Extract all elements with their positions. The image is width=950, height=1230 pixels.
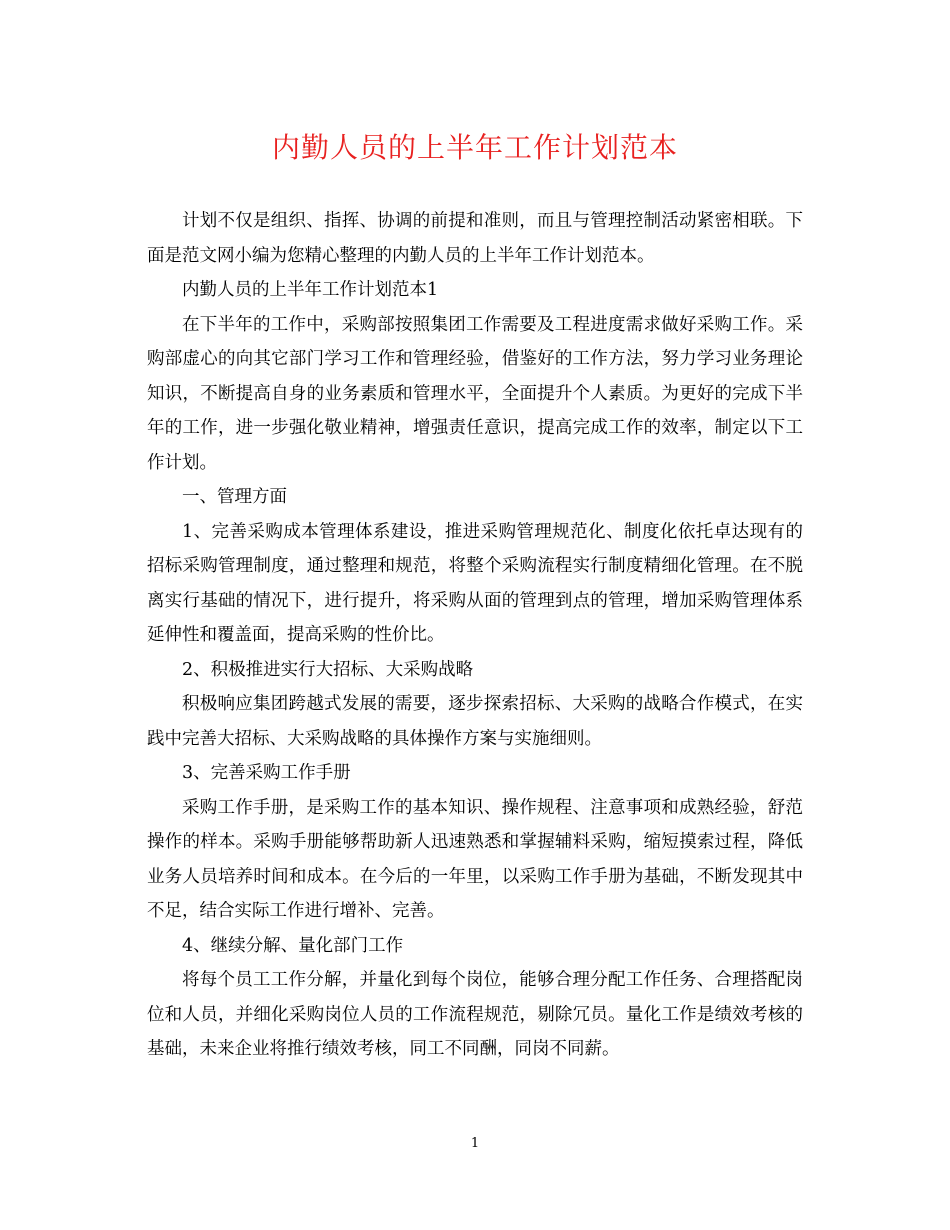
body-paragraph: 在下半年的工作中，采购部按照集团工作需要及工程进度需求做好采购工作。采购部虚心的向其它部门学习工作和管理经验，借鉴好的工作方法，努力学习业务理论知识，不断提高自身的业务素质和管理水平，全面提升个人素质。为更好的完成下半年的工作，进一步强化敬业精神，增强责任意识，提高完成工作的效率，制定以下工作计划。	[147, 314, 803, 473]
body-paragraph: 1、完善采购成本管理体系建设，推进采购管理规范化、制度化依托卓达现有的招标采购管理制度，通过整理和规范，将整个采购流程实行制度精细化管理。在不脱离实行基础的情况下，进行提升，将采购从面的管理到点的管理，增加采购管理体系延伸性和覆盖面，提高采购的性价比。	[147, 521, 803, 645]
section-heading: 内勤人员的上半年工作计划范本1	[182, 280, 439, 300]
section-heading: 一、管理方面	[182, 487, 287, 507]
item-heading: 3、完善采购工作手册	[182, 763, 351, 783]
item-heading: 2、积极推进实行大招标、大采购战略	[182, 659, 474, 680]
body-paragraph: 采购工作手册，是采购工作的基本知识、操作规程、注意事项和成熟经验，舒范操作的样本。采购手册能够帮助新人迅速熟悉和掌握辅料采购，缩短摸索过程，降低业务人员培养时间和成本。在今后的一年里，以采购工作手册为基础，不断发现其中不足，结合实际工作进行增补、完善。	[147, 797, 803, 921]
document-body	[147, 204, 803, 1067]
document-title: 内勤人员的上半年工作计划范本	[271, 131, 678, 164]
body-paragraph: 积极响应集团跨越式发展的需要，逐步探索招标、大采购的战略合作模式，在实践中完善大招标、大采购战略的具体操作方案与实施细则。	[147, 694, 803, 749]
intro-paragraph: 计划不仅是组织、指挥、协调的前提和准则，而且与管理控制活动紧密相联。下面是范文网小编为您精心整理的内勤人员的上半年工作计划范本。	[147, 211, 803, 266]
item-heading: 4、继续分解、量化部门工作	[182, 935, 404, 956]
page-number: 1	[470, 1136, 480, 1151]
body-paragraph: 将每个员工工作分解，并量化到每个岗位，能够合理分配工作任务、合理搭配岗位和人员，并细化采购岗位人员的工作流程规范，剔除冗员。量化工作是绩效考核的基础，未来企业将推行绩效考核，同工不同酬，同岗不同薪。	[147, 970, 803, 1059]
